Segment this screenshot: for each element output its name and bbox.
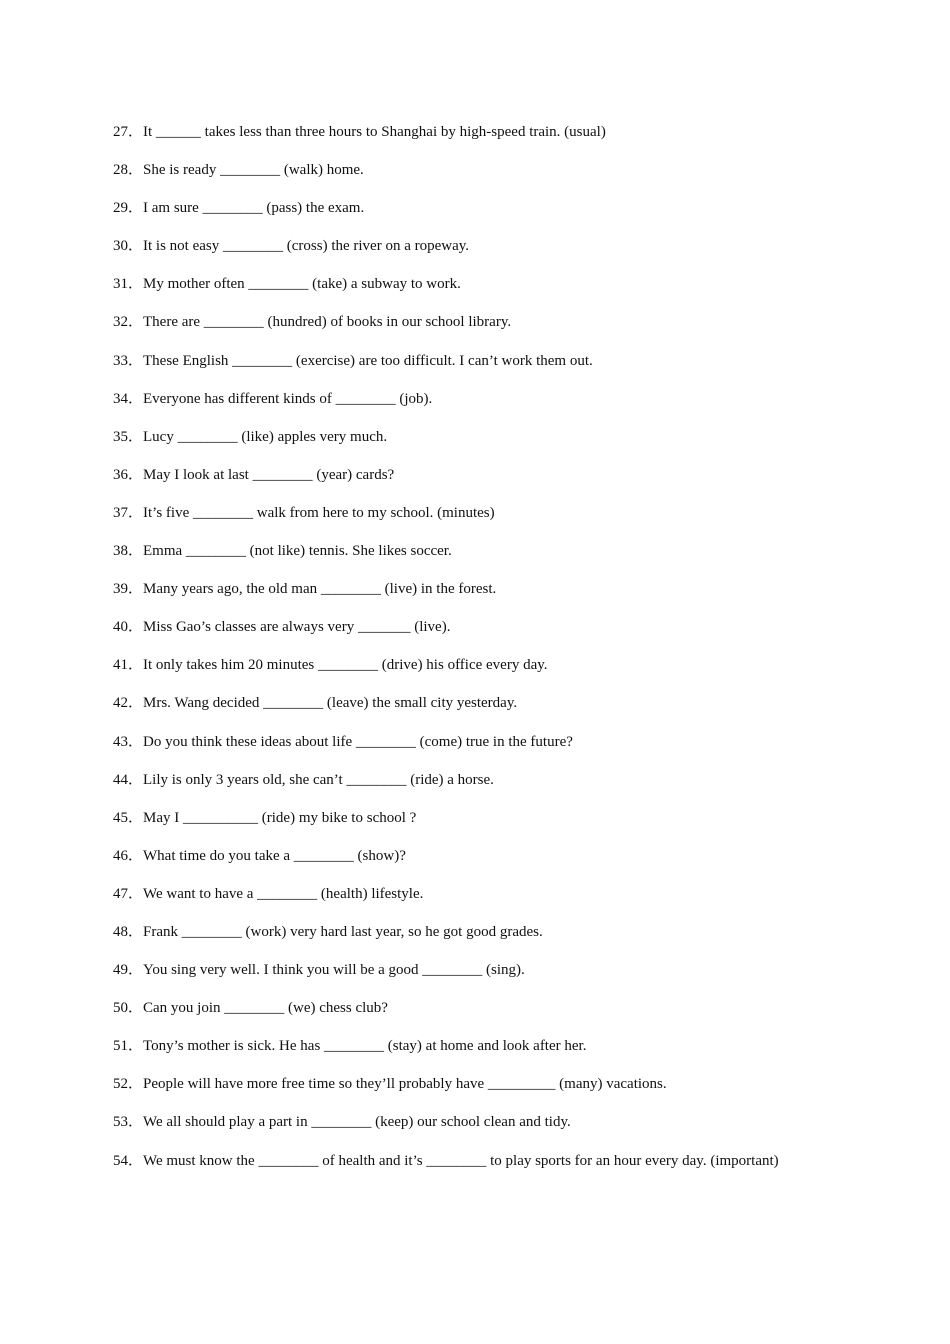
question-number: 54． bbox=[113, 1152, 144, 1169]
question-40 bbox=[113, 617, 837, 637]
question-text: Lucy ________ (like) apples very much. bbox=[143, 428, 388, 445]
question-text: My mother often ________ (take) a subway to work. bbox=[143, 276, 461, 293]
question-number: 36． bbox=[113, 466, 144, 483]
question-number: 52． bbox=[113, 1076, 144, 1093]
question-number: 43． bbox=[113, 733, 144, 750]
question-list bbox=[113, 122, 837, 1198]
question-31 bbox=[113, 274, 837, 294]
question-number: 31． bbox=[113, 276, 144, 293]
question-number: 32． bbox=[113, 314, 144, 331]
question-32 bbox=[113, 312, 837, 332]
question-number: 34． bbox=[113, 390, 144, 407]
question-number: 47． bbox=[113, 885, 144, 902]
question-text: Emma ________ (not like) tennis. She likes soccer. bbox=[143, 543, 452, 560]
question-number: 45． bbox=[113, 809, 144, 826]
question-text: May I look at last ________ (year) cards? bbox=[143, 466, 395, 483]
question-42 bbox=[113, 693, 837, 713]
question-29 bbox=[113, 198, 837, 218]
question-34 bbox=[113, 389, 837, 409]
question-number: 51． bbox=[113, 1038, 144, 1055]
question-53 bbox=[113, 1112, 837, 1132]
question-number: 35． bbox=[113, 428, 144, 445]
question-number: 46． bbox=[113, 847, 144, 864]
question-number: 48． bbox=[113, 923, 144, 940]
question-41 bbox=[113, 655, 837, 675]
question-number: 40． bbox=[113, 619, 144, 636]
question-text: May I __________ (ride) my bike to school ? bbox=[143, 809, 417, 826]
question-number: 41． bbox=[113, 657, 144, 674]
question-text: Miss Gao’s classes are always very _______ (live). bbox=[143, 619, 451, 636]
question-text: Lily is only 3 years old, she can’t ________ (ride) a horse. bbox=[143, 771, 494, 788]
question-text: Many years ago, the old man ________ (live) in the forest. bbox=[143, 581, 497, 598]
question-46 bbox=[113, 846, 837, 866]
question-number: 37． bbox=[113, 504, 144, 521]
question-text: What time do you take a ________ (show)? bbox=[143, 847, 406, 864]
question-text: Tony’s mother is sick. He has ________ (stay) at home and look after her. bbox=[143, 1038, 587, 1055]
question-number: 27． bbox=[113, 124, 144, 140]
question-text: You sing very well. I think you will be a good ________ (sing). bbox=[143, 962, 525, 979]
question-number: 44． bbox=[113, 771, 144, 788]
question-text: These English ________ (exercise) are too difficult. I can’t work them out. bbox=[143, 352, 593, 369]
question-number: 53． bbox=[113, 1114, 144, 1131]
question-28 bbox=[113, 160, 837, 180]
question-text: We must know the ________ of health and it’s ________ to play sports for an hour every day. (important) bbox=[143, 1152, 779, 1169]
question-text: It only takes him 20 minutes ________ (drive) his office every day. bbox=[143, 657, 548, 674]
question-text: It is not easy ________ (cross) the river on a ropeway. bbox=[143, 238, 470, 255]
question-text: I am sure ________ (pass) the exam. bbox=[143, 200, 365, 217]
question-number: 49． bbox=[113, 962, 144, 979]
question-text: We want to have a ________ (health) lifestyle. bbox=[143, 885, 424, 902]
question-text: People will have more free time so they’ll probably have _________ (many) vacations. bbox=[143, 1076, 667, 1093]
question-number: 38． bbox=[113, 543, 144, 560]
question-text: It’s five ________ walk from here to my school. (minutes) bbox=[143, 504, 495, 521]
question-number: 50． bbox=[113, 1000, 144, 1017]
question-33 bbox=[113, 351, 837, 371]
question-37 bbox=[113, 503, 837, 523]
question-48 bbox=[113, 922, 837, 942]
question-number: 42． bbox=[113, 695, 144, 712]
question-50 bbox=[113, 998, 837, 1018]
question-text: It ______ takes less than three hours to Shanghai by high-speed train. (usual) bbox=[143, 124, 606, 140]
question-35 bbox=[113, 427, 837, 447]
question-38 bbox=[113, 541, 837, 561]
question-45 bbox=[113, 808, 837, 828]
question-text: Can you join ________ (we) chess club? bbox=[143, 1000, 388, 1017]
question-number: 29． bbox=[113, 200, 144, 217]
question-text: Frank ________ (work) very hard last year, so he got good grades. bbox=[143, 923, 543, 940]
question-39 bbox=[113, 579, 837, 599]
question-44 bbox=[113, 770, 837, 790]
question-text: Everyone has different kinds of ________ (job). bbox=[143, 390, 433, 407]
question-number: 28． bbox=[113, 162, 144, 179]
question-49 bbox=[113, 960, 837, 980]
question-52 bbox=[113, 1074, 837, 1094]
question-number: 30． bbox=[113, 238, 144, 255]
question-text: Mrs. Wang decided ________ (leave) the small city yesterday. bbox=[143, 695, 518, 712]
question-51 bbox=[113, 1036, 837, 1056]
question-text: She is ready ________ (walk) home. bbox=[143, 162, 364, 179]
question-text: There are ________ (hundred) of books in our school library. bbox=[143, 314, 512, 331]
question-27 bbox=[113, 122, 837, 142]
question-text: We all should play a part in ________ (keep) our school clean and tidy. bbox=[143, 1114, 571, 1131]
question-text: Do you think these ideas about life ________ (come) true in the future? bbox=[143, 733, 573, 750]
question-36 bbox=[113, 465, 837, 485]
question-54 bbox=[113, 1142, 837, 1180]
question-number: 33． bbox=[113, 352, 144, 369]
question-43 bbox=[113, 732, 837, 752]
question-30 bbox=[113, 236, 837, 256]
question-number: 39． bbox=[113, 581, 144, 598]
question-47 bbox=[113, 884, 837, 904]
